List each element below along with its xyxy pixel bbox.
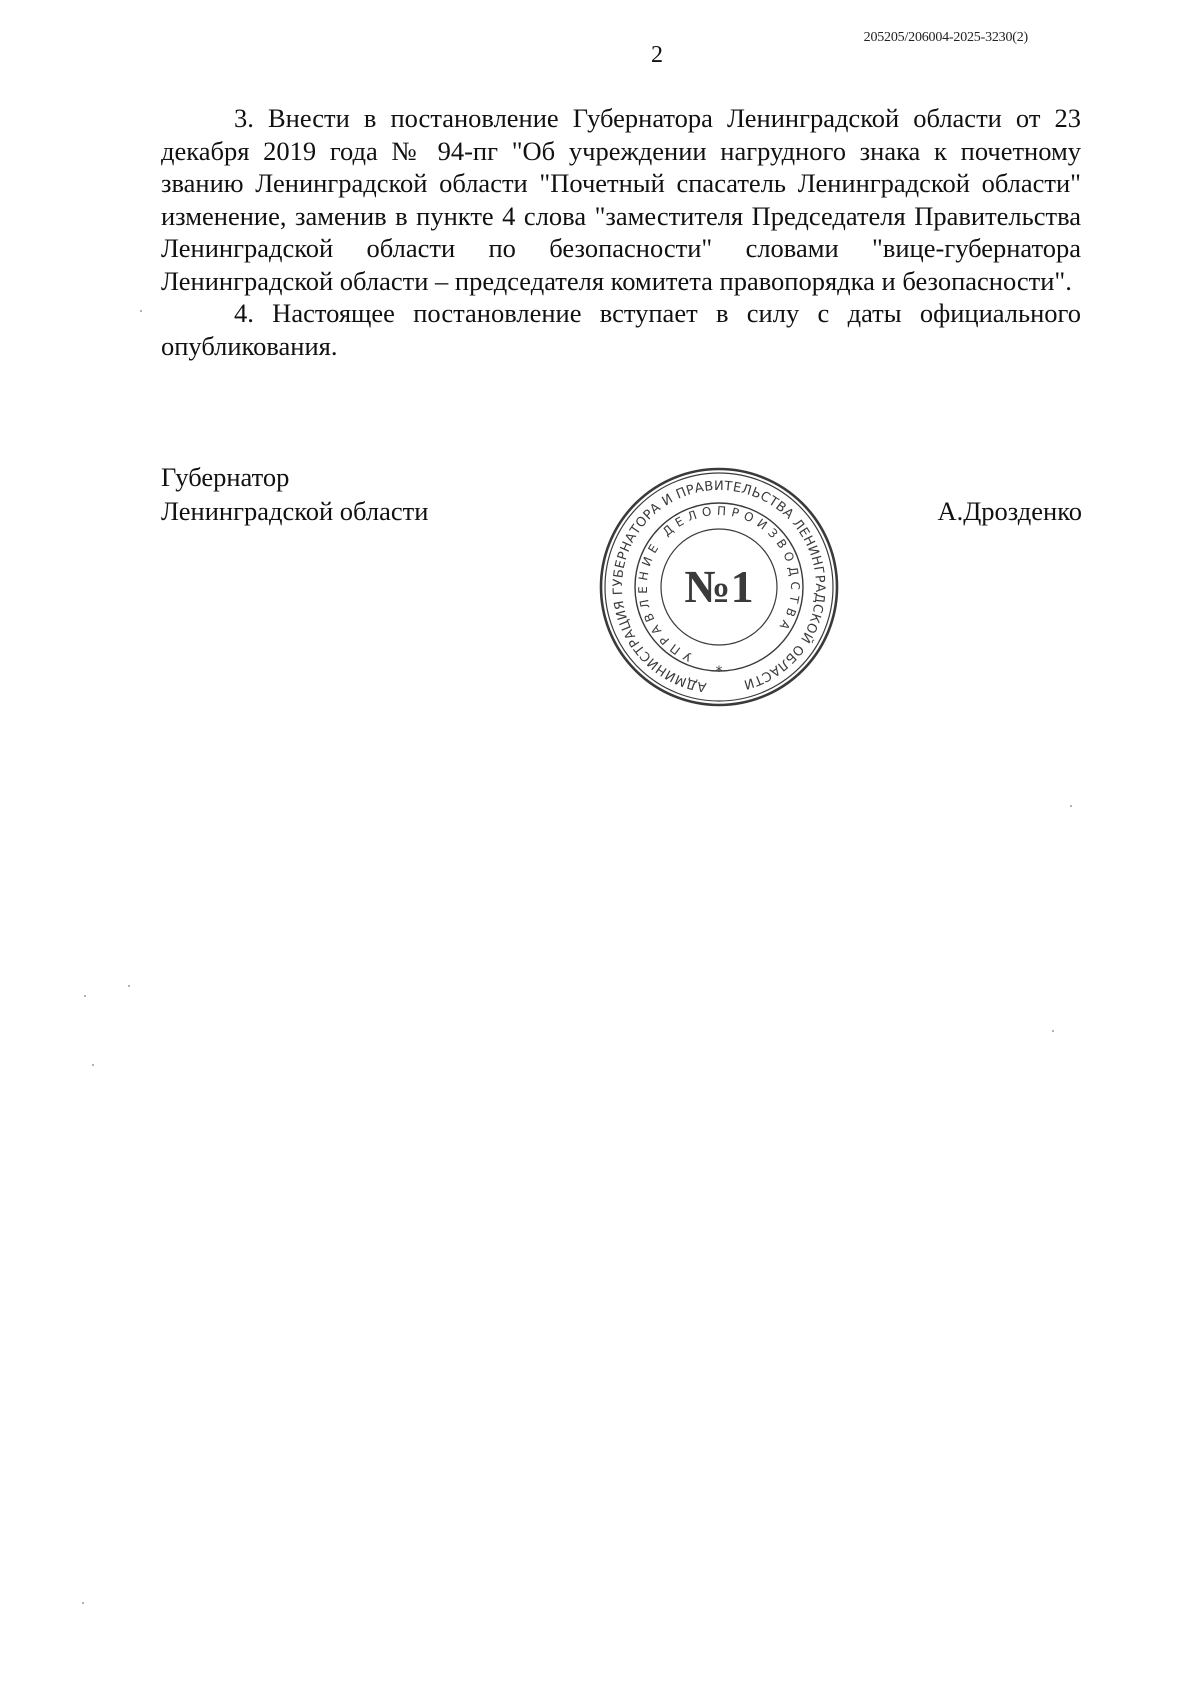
seal-inner-text: УПРАВЛЕНИЕ ДЕЛОПРОИЗВОДСТВА: [635, 503, 803, 665]
signatory-name: А.Дрозденко: [937, 496, 1082, 526]
scan-speck: [1052, 1030, 1054, 1032]
signatory-title-line-1: Губернатор: [161, 462, 290, 492]
seal-graphic: [596, 464, 842, 710]
scan-speck: [128, 985, 130, 987]
document-body: [161, 102, 1081, 362]
seal-star: *: [715, 664, 723, 680]
scan-speck: [84, 995, 86, 997]
paragraph-4: 4. Настоящее постановление вступает в силу с даты официального опубликования.: [161, 298, 1081, 361]
official-seal-stamp: [596, 464, 842, 710]
page-number: 2: [651, 42, 663, 68]
signatory-title: [161, 460, 428, 528]
seal-outer-text: АДМИНИСТРАЦИЯ ГУБЕРНАТОРА И ПРАВИТЕЛЬСТВА ЛЕНИНГРАДСКОЙ ОБЛАСТИ: [610, 478, 828, 695]
scan-speck: [92, 1064, 94, 1066]
signatory-title-line-2: Ленинградской области: [161, 496, 429, 526]
scan-speck: [140, 310, 142, 312]
document-registration-number: 205205/206004-2025-3230(2): [863, 30, 1028, 45]
scan-speck: [1070, 805, 1072, 807]
seal-center-number: №1: [684, 561, 754, 612]
scan-speck: [82, 1602, 84, 1604]
paragraph-3: 3. Внести в постановление Губернатора Ленинградской области от 23 декабря 2019 года № 94-пг "Об учреждении нагрудного знака к почетному званию Ленинградской области "Почетный спасатель Ленинградской области" изменение, заменив в пункте 4 слова "заместителя Председателя Правительства Ленинградской области по безопасности" словами "вице-губернатора Ленинградской области – председателя комитета правопорядка и безопасности".: [161, 103, 1081, 296]
